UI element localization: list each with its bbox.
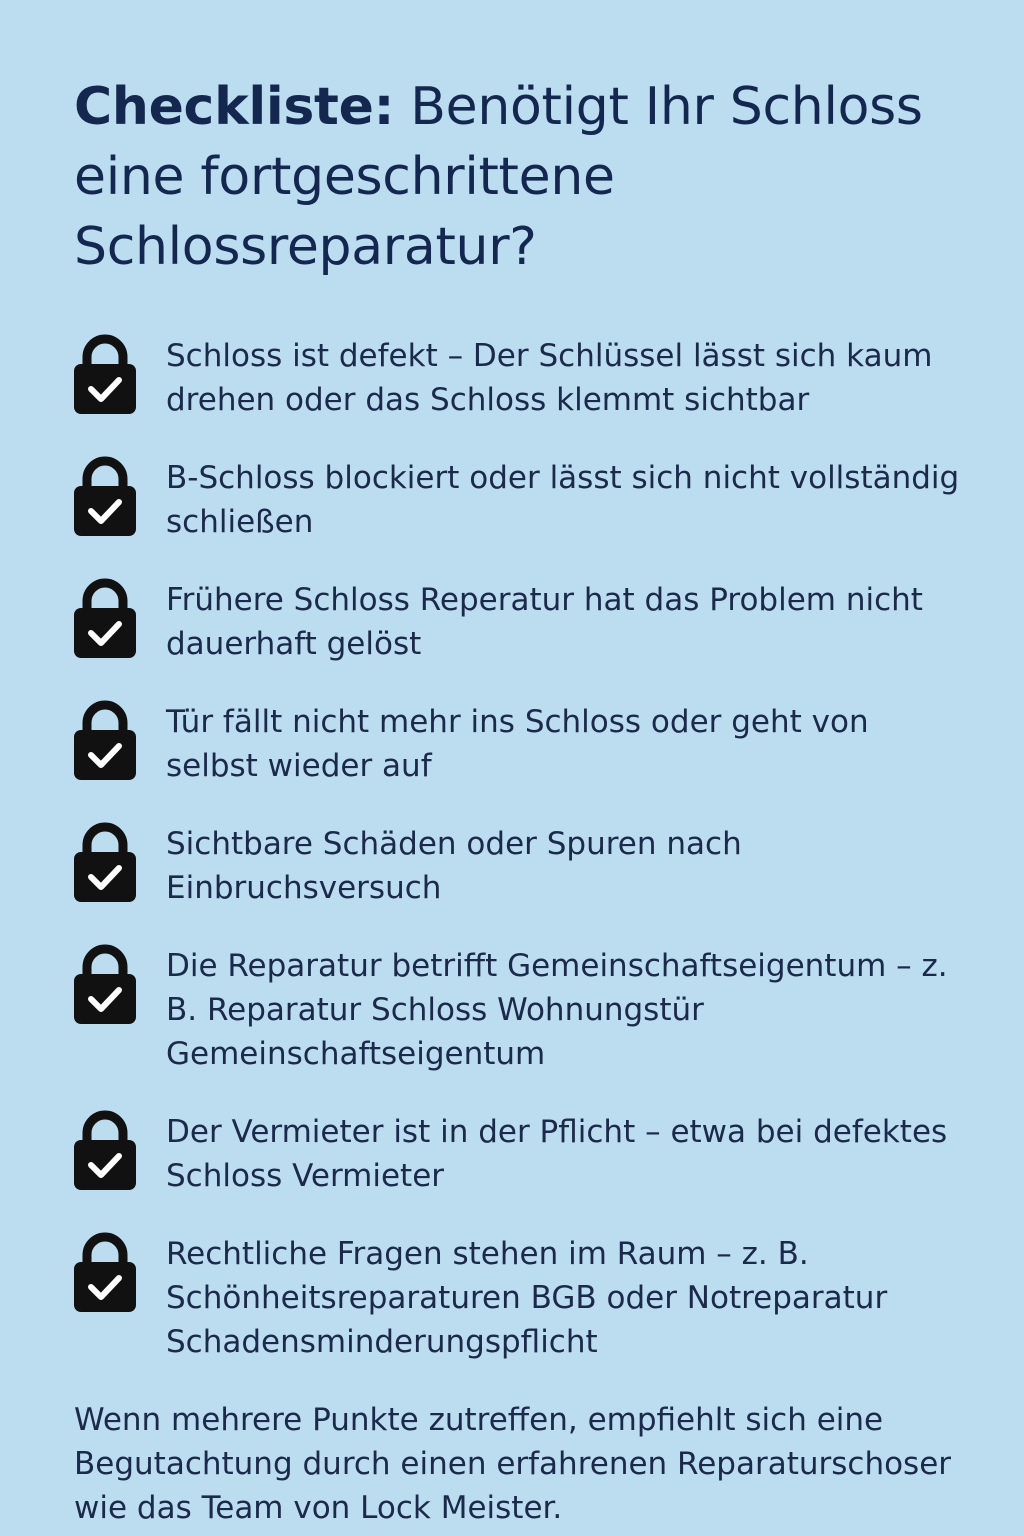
lock-check-icon [74,700,136,782]
checklist-item-text: Sichtbare Schäden oder Spuren nach Einbruchsversuch [166,826,742,906]
footer-text: Wenn mehrere Punkte zutreffen, empfiehlt sich eine Begutachtung durch einen erfahrenen Reparaturschoser wie das Team von Lock Meister. [74,1402,952,1526]
checklist-item-text: B-Schloss blockiert oder lässt sich nicht vollständig schließen [166,460,960,540]
lock-check-icon [74,822,136,904]
lock-check-icon [74,456,136,538]
lock-check-icon [74,578,136,660]
lock-check-icon [74,1110,136,1192]
lock-check-icon [74,334,136,416]
title-bold: Checkliste: [74,77,395,137]
checklist-item-text: Rechtliche Fragen stehen im Raum – z. B. Schönheitsreparaturen BGB oder Notreparatur Schadensminderungspflicht [166,1236,888,1360]
lock-check-icon [74,1232,136,1314]
checklist-item-text: Der Vermieter ist in der Pflicht – etwa bei defektes Schloss Vermieter [166,1114,948,1194]
checklist-item-text: Frühere Schloss Reperatur hat das Problem nicht dauerhaft gelöst [166,582,923,662]
lock-check-icon [74,944,136,1026]
title-rest: Benötigt Ihr Schloss eine fortgeschrittene Schlossreparatur? [74,77,923,277]
page-title [74,72,1009,282]
checklist-item-text: Die Reparatur betrifft Gemeinschaftseigentum – z. B. Reparatur Schloss Wohnungstür Gemeinschaftseigentum [166,948,948,1072]
checklist-item-text: Schloss ist defekt – Der Schlüssel lässt sich kaum drehen oder das Schloss klemmt sichtbar [166,338,933,418]
checklist-item-text: Tür fällt nicht mehr ins Schloss oder geht von selbst wieder auf [166,704,869,784]
